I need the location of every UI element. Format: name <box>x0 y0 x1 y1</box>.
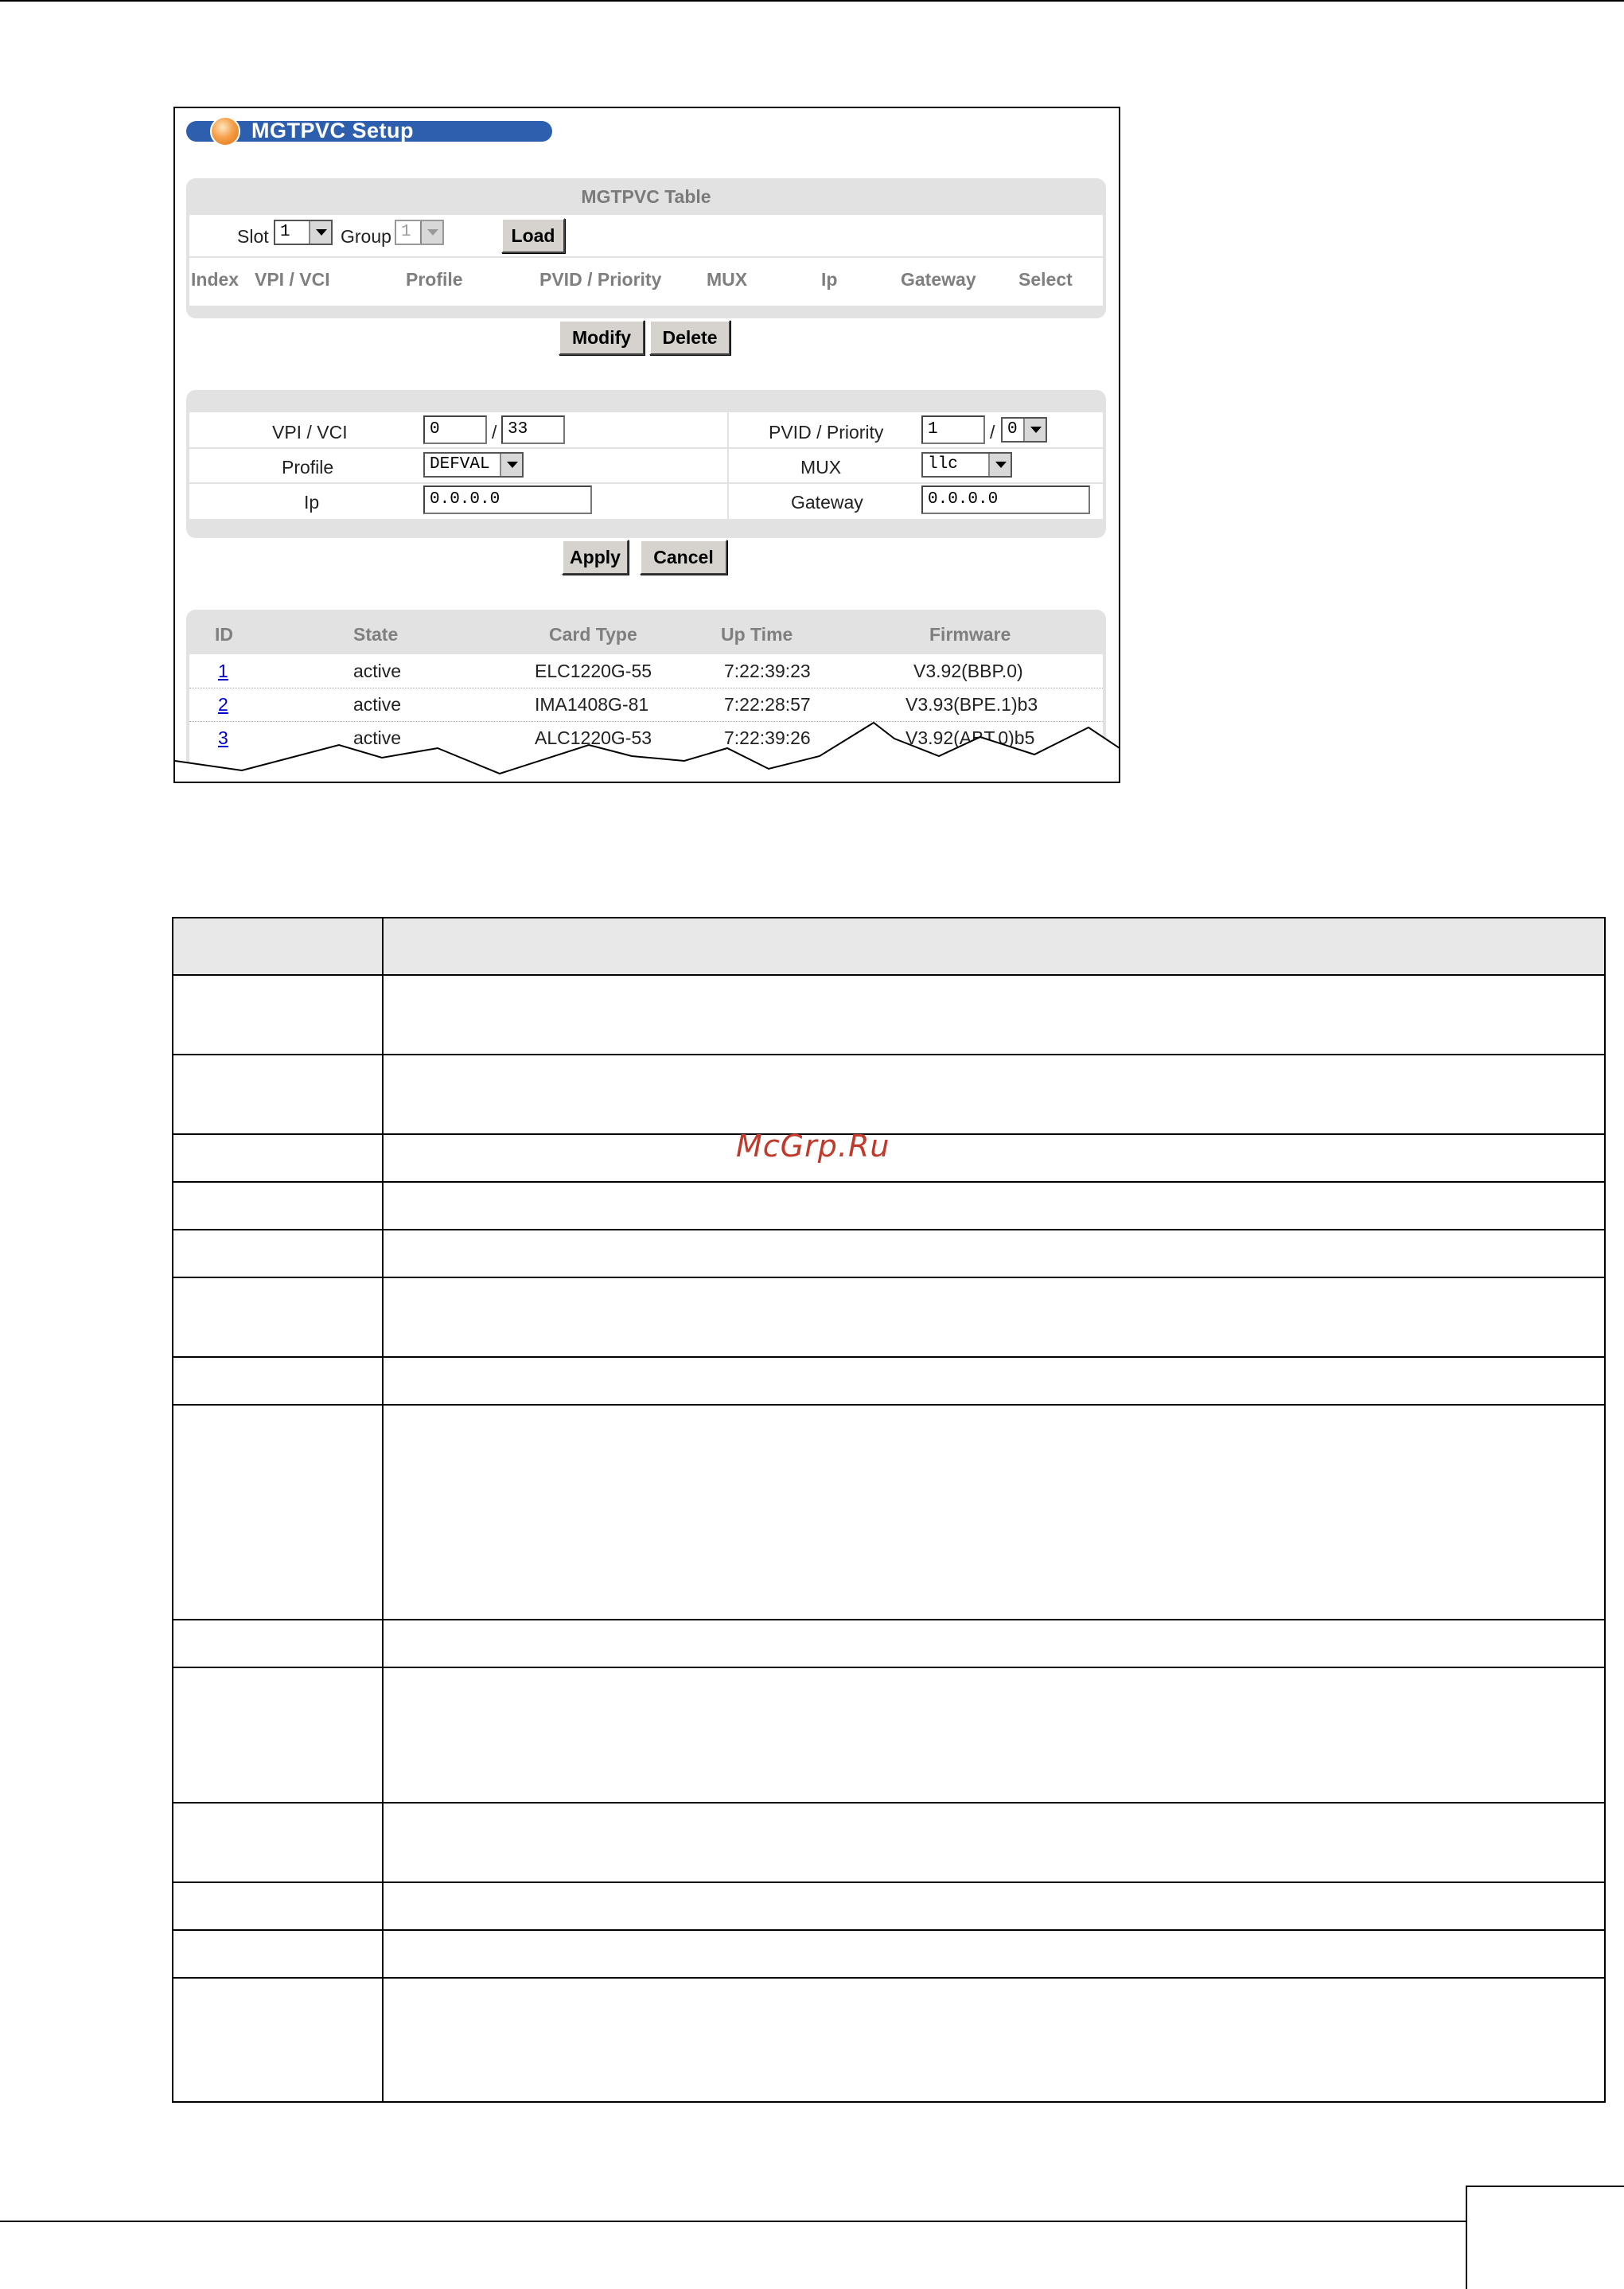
vpi-vci-slash: / <box>492 422 497 443</box>
card-up-time: 7:22:39:23 <box>724 661 811 681</box>
torn-edge-graphic <box>175 108 1120 783</box>
table-row <box>173 1229 1604 1230</box>
card-state: active <box>353 727 402 748</box>
card-firmware: V3.92(ABT.0)b5 <box>905 727 1035 748</box>
table-row <box>173 1277 1604 1278</box>
card-type: ELC1220G-55 <box>535 661 652 681</box>
col-vpi-vci: VPI / VCI <box>255 269 330 290</box>
table-row <box>173 1667 1604 1668</box>
card-id-link[interactable]: 2 <box>218 694 228 715</box>
watermark: McGrp.Ru <box>736 1129 890 1164</box>
card-firmware: V3.92(BBP.0) <box>913 661 1023 681</box>
load-button[interactable]: Load <box>501 218 565 253</box>
card-state: active <box>353 661 402 681</box>
mux-label: MUX <box>800 457 842 478</box>
ip-input[interactable]: 0.0.0.0 <box>423 485 592 514</box>
mux-select-value: llc <box>928 455 958 474</box>
card-id-link[interactable]: 1 <box>218 661 228 681</box>
table-row <box>173 1802 1604 1804</box>
page-number-box <box>1466 2186 1624 2289</box>
table-header-row <box>173 918 1604 976</box>
table-caption: MGTPVC Table <box>581 186 711 207</box>
card-id-link[interactable]: 3 <box>218 727 228 748</box>
table-row <box>173 1181 1604 1183</box>
table-row <box>173 1054 1604 1055</box>
pvid-input[interactable]: 1 <box>921 415 985 444</box>
card-type: IMA1408G-81 <box>535 694 649 715</box>
col-mux: MUX <box>707 269 748 290</box>
slot-label: Slot <box>237 226 269 247</box>
col-index: Index <box>191 269 240 290</box>
card-type: ALC1220G-53 <box>535 727 652 748</box>
card-firmware: V3.93(BPE.1)b3 <box>905 694 1038 715</box>
page-title: MGTPVC Setup <box>251 119 415 142</box>
vci-input[interactable]: 33 <box>501 415 565 444</box>
modify-button[interactable]: Modify <box>559 320 645 355</box>
col-gateway: Gateway <box>901 269 976 290</box>
card-state: active <box>353 694 402 715</box>
delete-button[interactable]: Delete <box>649 320 730 355</box>
cancel-button[interactable]: Cancel <box>640 540 727 575</box>
col-up-time: Up Time <box>721 624 793 645</box>
vpi-input[interactable]: 0 <box>423 415 487 444</box>
slot-select-value: 1 <box>280 223 290 241</box>
ip-label: Ip <box>304 492 320 513</box>
column-divider <box>382 918 384 2101</box>
table-row <box>173 1356 1604 1358</box>
mgtpvc-setup-screenshot <box>173 107 1120 783</box>
col-pvid-priority: PVID / Priority <box>539 269 662 290</box>
table-row <box>173 1404 1604 1406</box>
page-header-rule <box>0 0 1624 2</box>
table-row <box>173 1619 1604 1620</box>
table-row <box>173 1929 1604 1931</box>
pvid-priority-label: PVID / Priority <box>769 422 884 443</box>
gateway-input[interactable]: 0.0.0.0 <box>921 485 1090 514</box>
col-firmware: Firmware <box>929 624 1011 645</box>
priority-select-value: 0 <box>1007 420 1018 439</box>
group-select-value: 1 <box>401 223 411 241</box>
gateway-label: Gateway <box>791 492 863 513</box>
table-row <box>173 1977 1604 1979</box>
table-row <box>173 1882 1604 1883</box>
profile-label: Profile <box>282 457 334 478</box>
card-up-time: 7:22:28:57 <box>724 694 811 715</box>
field-description-table <box>172 917 1606 2103</box>
vpi-vci-label: VPI / VCI <box>272 422 348 443</box>
col-select: Select <box>1018 269 1073 290</box>
col-ip: Ip <box>821 269 838 290</box>
col-card-type: Card Type <box>549 624 637 645</box>
pvid-priority-slash: / <box>990 422 995 443</box>
torn-edge-fill <box>175 723 1120 783</box>
group-label: Group <box>341 226 391 247</box>
col-state: State <box>353 624 399 645</box>
card-up-time: 7:22:39:26 <box>724 727 811 748</box>
col-id: ID <box>215 624 233 645</box>
col-profile: Profile <box>406 269 463 290</box>
profile-select-value: DEFVAL <box>430 455 490 474</box>
page-footer-rule <box>0 2221 1466 2222</box>
apply-button[interactable]: Apply <box>562 540 629 575</box>
table-row <box>173 974 1604 976</box>
